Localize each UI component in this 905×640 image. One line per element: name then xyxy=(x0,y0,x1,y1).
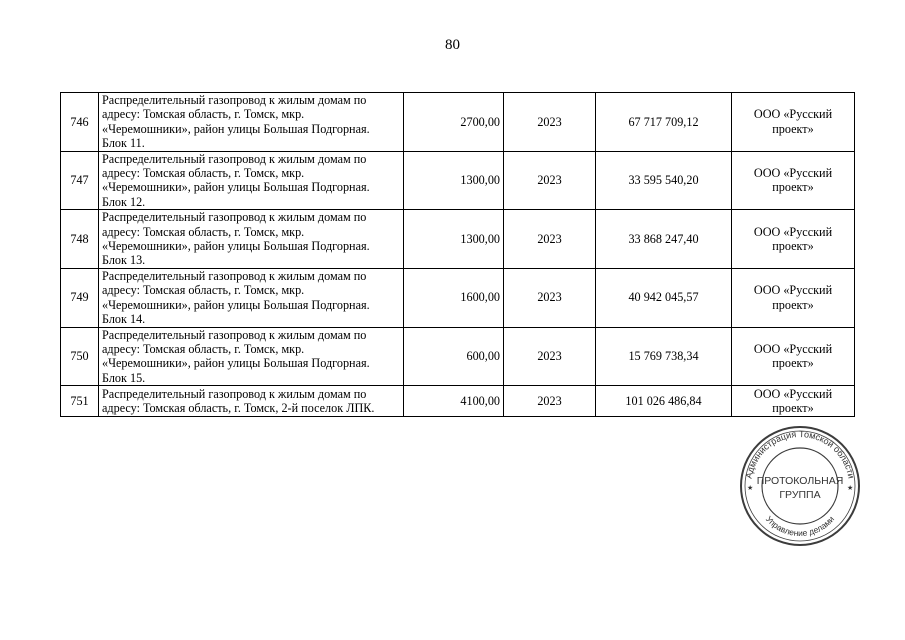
organization-cell xyxy=(732,210,855,269)
cost-cell: 101 026 486,84 xyxy=(596,386,732,417)
object-name-line: Распределительный газопровод к жилым домам по xyxy=(102,268,367,283)
cost-cell: 15 769 738,34 xyxy=(596,327,732,386)
organization-line: ООО «Русский xyxy=(753,386,833,401)
object-name-line: «Черемошники», район улицы Большая Подгорная. xyxy=(102,297,370,312)
organization-cell xyxy=(732,327,855,386)
object-name-line: «Черемошники», район улицы Большая Подгорная. xyxy=(102,239,370,254)
object-name-line: Распределительный газопровод к жилым домам по xyxy=(102,93,367,107)
object-name-cell xyxy=(99,327,404,386)
stamp-outer-top: Администрация Томской области xyxy=(743,428,857,480)
object-name-cell xyxy=(99,93,404,152)
row-number-cell: 750 xyxy=(61,327,99,386)
table-row xyxy=(61,386,855,417)
organization-cell xyxy=(732,93,855,152)
object-name-line: Блок 14. xyxy=(102,312,146,327)
organization-cell xyxy=(732,386,855,417)
year-cell: 2023 xyxy=(504,210,596,269)
object-name-line: «Черемошники», район улицы Большая Подгорная. xyxy=(102,121,370,136)
stamp-star-left-icon: ★ xyxy=(747,484,754,492)
organization-line: ООО «Русский xyxy=(753,224,833,239)
registry-table xyxy=(60,92,855,417)
organization-line: проект» xyxy=(772,180,814,195)
protocol-group-stamp xyxy=(738,424,862,548)
object-name-cell xyxy=(99,210,404,269)
object-name-cell xyxy=(99,151,404,210)
organization-line: проект» xyxy=(772,297,814,312)
organization-line: ООО «Русский xyxy=(753,166,833,181)
cost-cell: 33 868 247,40 xyxy=(596,210,732,269)
object-name-line: Распределительный газопровод к жилым домам по xyxy=(102,386,367,401)
row-number-cell: 746 xyxy=(61,93,99,152)
object-name-line: адресу: Томская область, г. Томск, мкр. xyxy=(102,224,305,239)
year-cell: 2023 xyxy=(504,93,596,152)
table-row xyxy=(61,210,855,269)
year-cell: 2023 xyxy=(504,386,596,417)
organization-line: ООО «Русский xyxy=(753,283,833,298)
object-name-line: Блок 13. xyxy=(102,253,146,268)
object-name-line: Блок 11. xyxy=(102,136,145,151)
stamp-inner-line-2: ГРУППА xyxy=(779,489,821,501)
length-cell: 2700,00 xyxy=(404,93,504,152)
object-name-line: адресу: Томская область, г. Томск, мкр. xyxy=(102,283,305,298)
object-name-line: Блок 15. xyxy=(102,370,146,385)
table-row xyxy=(61,151,855,210)
length-cell: 1600,00 xyxy=(404,268,504,327)
organization-line: проект» xyxy=(772,401,814,416)
stamp-outer-bottom: Управление делами xyxy=(763,513,837,539)
year-cell: 2023 xyxy=(504,151,596,210)
row-number-cell: 747 xyxy=(61,151,99,210)
stamp-star-right-icon: ★ xyxy=(847,484,854,492)
organization-cell xyxy=(732,151,855,210)
row-number-cell: 748 xyxy=(61,210,99,269)
organization-line: проект» xyxy=(772,356,814,371)
object-name-line: «Черемошники», район улицы Большая Подгорная. xyxy=(102,180,370,195)
table-row xyxy=(61,327,855,386)
length-cell: 4100,00 xyxy=(404,386,504,417)
organization-line: ООО «Русский xyxy=(753,341,833,356)
object-name-line: адресу: Томская область, г. Томск, мкр. xyxy=(102,107,305,122)
cost-cell: 33 595 540,20 xyxy=(596,151,732,210)
object-name-line: Распределительный газопровод к жилым домам по xyxy=(102,151,367,166)
row-number-cell: 751 xyxy=(61,386,99,417)
row-number-cell: 749 xyxy=(61,268,99,327)
object-name-line: Распределительный газопровод к жилым домам по xyxy=(102,210,367,225)
object-name-line: «Черемошники», район улицы Большая Подгорная. xyxy=(102,356,370,371)
year-cell: 2023 xyxy=(504,268,596,327)
object-name-line: адресу: Томская область, г. Томск, мкр. xyxy=(102,166,305,181)
object-name-cell xyxy=(99,268,404,327)
length-cell: 1300,00 xyxy=(404,210,504,269)
registry-table-body xyxy=(61,93,855,417)
year-cell: 2023 xyxy=(504,327,596,386)
organization-line: ООО «Русский xyxy=(753,107,833,122)
stamp-inner-line-1: ПРОТОКОЛЬНАЯ xyxy=(756,475,844,487)
page-number: 80 xyxy=(445,37,460,53)
organization-line: проект» xyxy=(772,239,814,254)
cost-cell: 40 942 045,57 xyxy=(596,268,732,327)
organization-line: проект» xyxy=(772,121,814,136)
length-cell: 600,00 xyxy=(404,327,504,386)
table-row xyxy=(61,268,855,327)
object-name-line: Распределительный газопровод к жилым домам по xyxy=(102,327,367,342)
cost-cell: 67 717 709,12 xyxy=(596,93,732,152)
object-name-cell xyxy=(99,386,404,417)
organization-cell xyxy=(732,268,855,327)
object-name-line: Блок 12. xyxy=(102,194,146,209)
table-row xyxy=(61,93,855,152)
object-name-line: адресу: Томская область, г. Томск, 2-й поселок ЛПК. xyxy=(102,401,375,416)
object-name-line: адресу: Томская область, г. Томск, мкр. xyxy=(102,341,305,356)
length-cell: 1300,00 xyxy=(404,151,504,210)
